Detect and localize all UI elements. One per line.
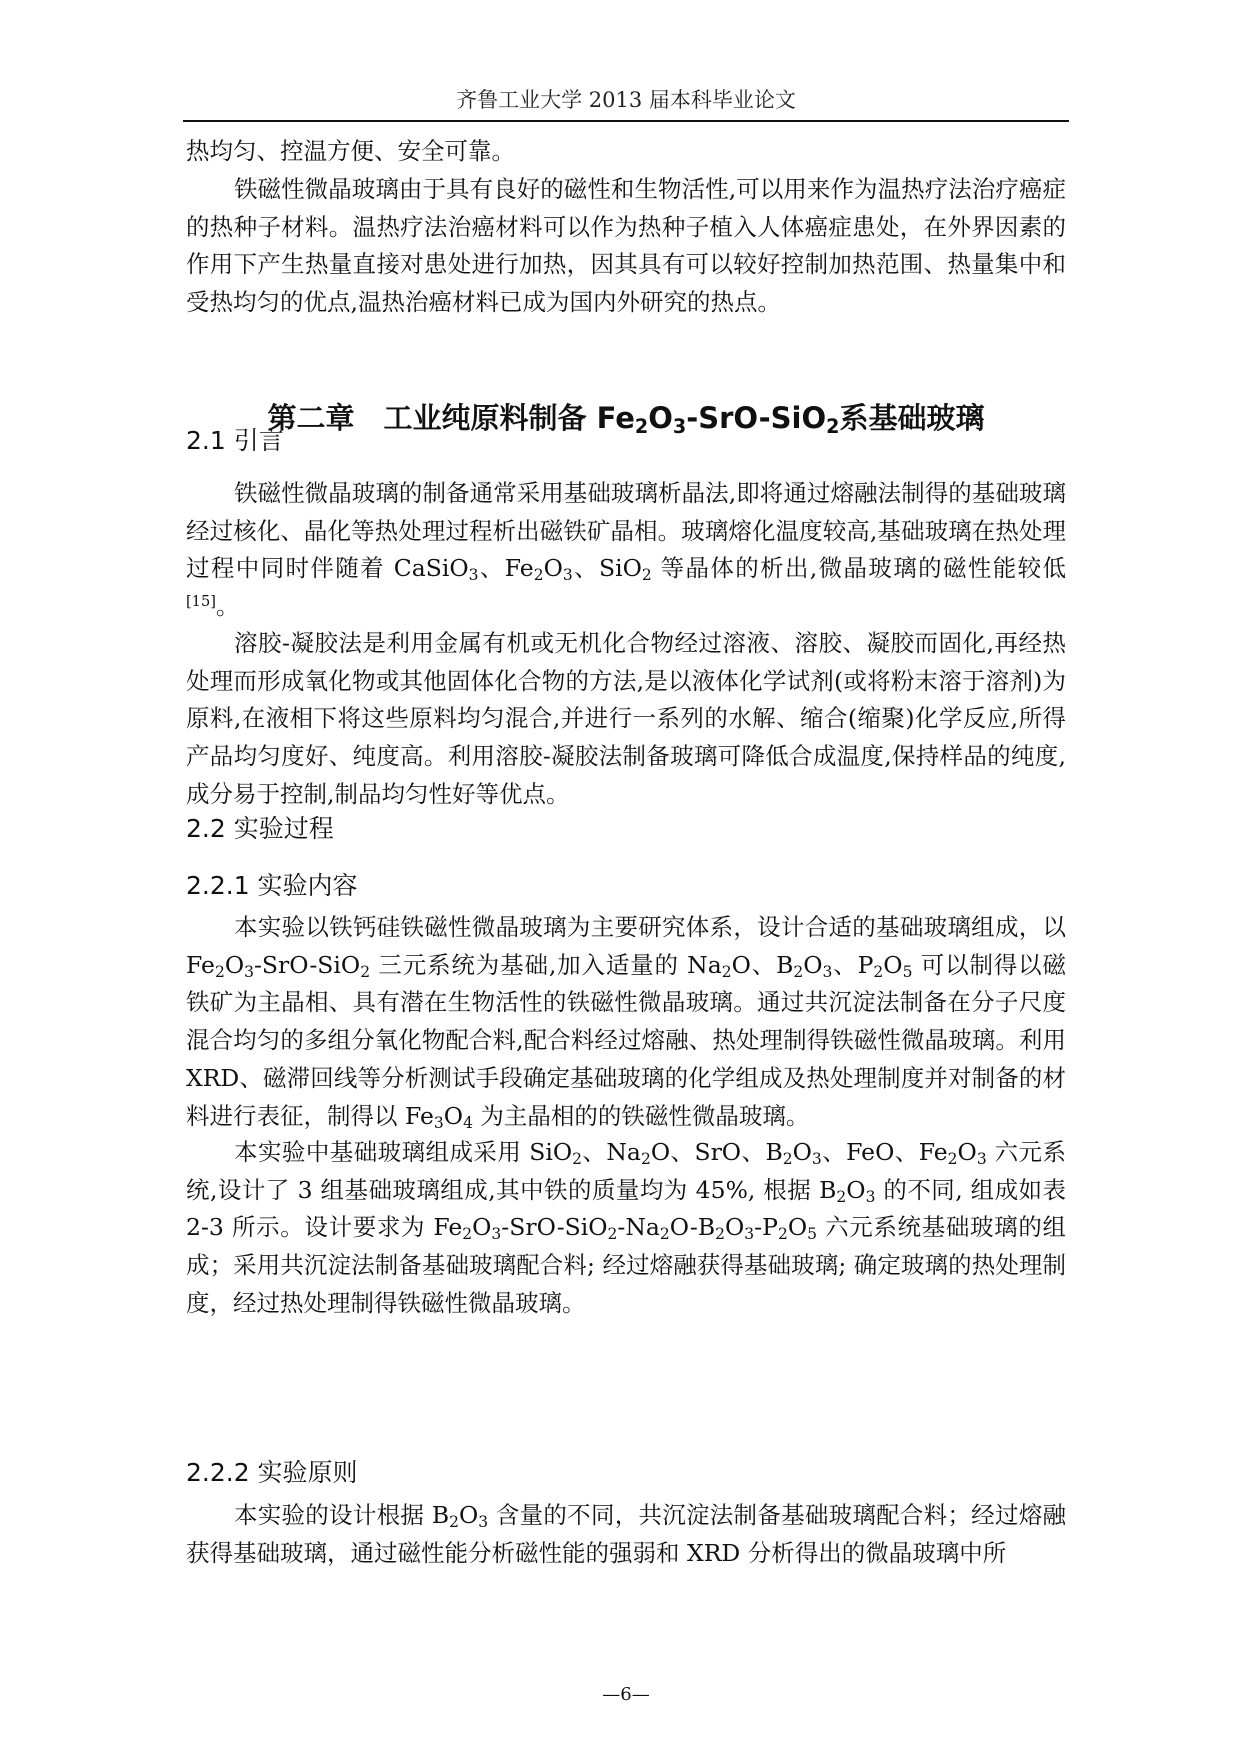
header-rule xyxy=(183,120,1069,122)
paragraph-introduction-2: 溶胶-凝胶法是利用金属有机或无机化合物经过溶液、溶胶、凝胶而固化,再经热处理而形成氧化物或其他固体化合物的方法,是以液体化学试剂(或将粉末溶于溶剂)为原料,在液相下将这些原料均匀混合,并进行一系列的水解、缩合(缩聚)化学反应,所得产品均匀度好、纯度高。利用溶胶-凝胶法制备玻璃可降低合成温度,保持样品的纯度,成分易于控制,制品均匀性好等优点。 xyxy=(186,629,1066,808)
page-number: —6— xyxy=(602,1684,650,1705)
section-heading-2-2: 2.2 实验过程 xyxy=(186,814,334,843)
section-heading-2-2-2: 2.2.2 实验原则 xyxy=(186,1458,358,1487)
section-heading-2-2-1: 2.2.1 实验内容 xyxy=(186,871,358,900)
running-header: 齐鲁工业大学 2013 届本科毕业论文 xyxy=(456,88,796,112)
citation-ref: [15] xyxy=(186,593,216,611)
paragraph-introduction-1: 铁磁性微晶玻璃的制备通常采用基础玻璃析晶法,即将通过熔融法制得的基础玻璃经过核化、晶化等热处理过程析出磁铁矿晶相。玻璃熔化温度较高,基础玻璃在热处理过程中同时伴随着 CaSiO$_3$、$Fe_2O_3$、SiO$_2$ 等晶体的析出,微晶玻璃的磁性能较低[15]。 xyxy=(186,479,1066,621)
chapter-title: 第二章 工业纯原料制备 $Fe_2O_3-SrO-SiO_2$系基础玻璃 xyxy=(267,401,985,438)
paragraph-continuation: 热均匀、控温方便、安全可靠。 xyxy=(186,137,515,165)
paragraph-experiment-content-2: 本实验中基础玻璃组成采用 SiO$_2$、$Na_2O$、SrO、$B_2O_3$、FeO、$Fe_2O_3$ 六元系统,设计了 3 组基础玻璃组成,其中铁的质量均为 45%, 根据 $B_2O_3$ 的不同, 组成如表 2-3 所示。设计要求为 $Fe_2O_3-SrO-SiO_2-Na_2O-B_2O_3-P_2O_5$ 六元系统基础玻璃的组成；采用共沉淀法制备基础玻璃配合料; 经过熔融获得基础玻璃; 确定玻璃的热处理制度，经过热处理制得铁磁性微晶玻璃。 xyxy=(186,1138,1066,1317)
paragraph-hyperthermia: 铁磁性微晶玻璃由于具有良好的磁性和生物活性,可以用来作为温热疗法治疗癌症的热种子材料。温热疗法治癌材料可以作为热种子植入人体癌症患处，在外界因素的作用下产生热量直接对患处进行加热，因其具有可以较好控制加热范围、热量集中和受热均匀的优点,温热治癌材料已成为国内外研究的热点。 xyxy=(186,175,1066,317)
paragraph-experiment-principle: 本实验的设计根据 $B_2O_3$ 含量的不同，共沉淀法制备基础玻璃配合料；经过熔融获得基础玻璃，通过磁性能分析磁性能的强弱和 XRD 分析得出的微晶玻璃中所 xyxy=(186,1501,1066,1567)
paragraph-experiment-content-1: 本实验以铁钙硅铁磁性微晶玻璃为主要研究体系，设计合适的基础玻璃组成，以 $Fe_2O_3-SrO-SiO_2$ 三元系统为基础,加入适量的 $Na_2O$、$B_2O_3$、$P_2O_5$ 可以制得以磁铁矿为主晶相、具有潜在生物活性的铁磁性微晶玻璃。通过共沉淀法制备在分子尺度混合均匀的多组分氧化物配合料,配合料经过熔融、热处理制得铁磁性微晶玻璃。利用 XRD、磁滞回线等分析测试手段确定基础玻璃的化学组成及热处理制度并对制备的材料进行表征，制得以 $Fe_3O_4$ 为主晶相的的铁磁性微晶玻璃。 xyxy=(186,913,1067,1132)
section-heading-2-1: 2.1 引言 xyxy=(186,426,284,455)
